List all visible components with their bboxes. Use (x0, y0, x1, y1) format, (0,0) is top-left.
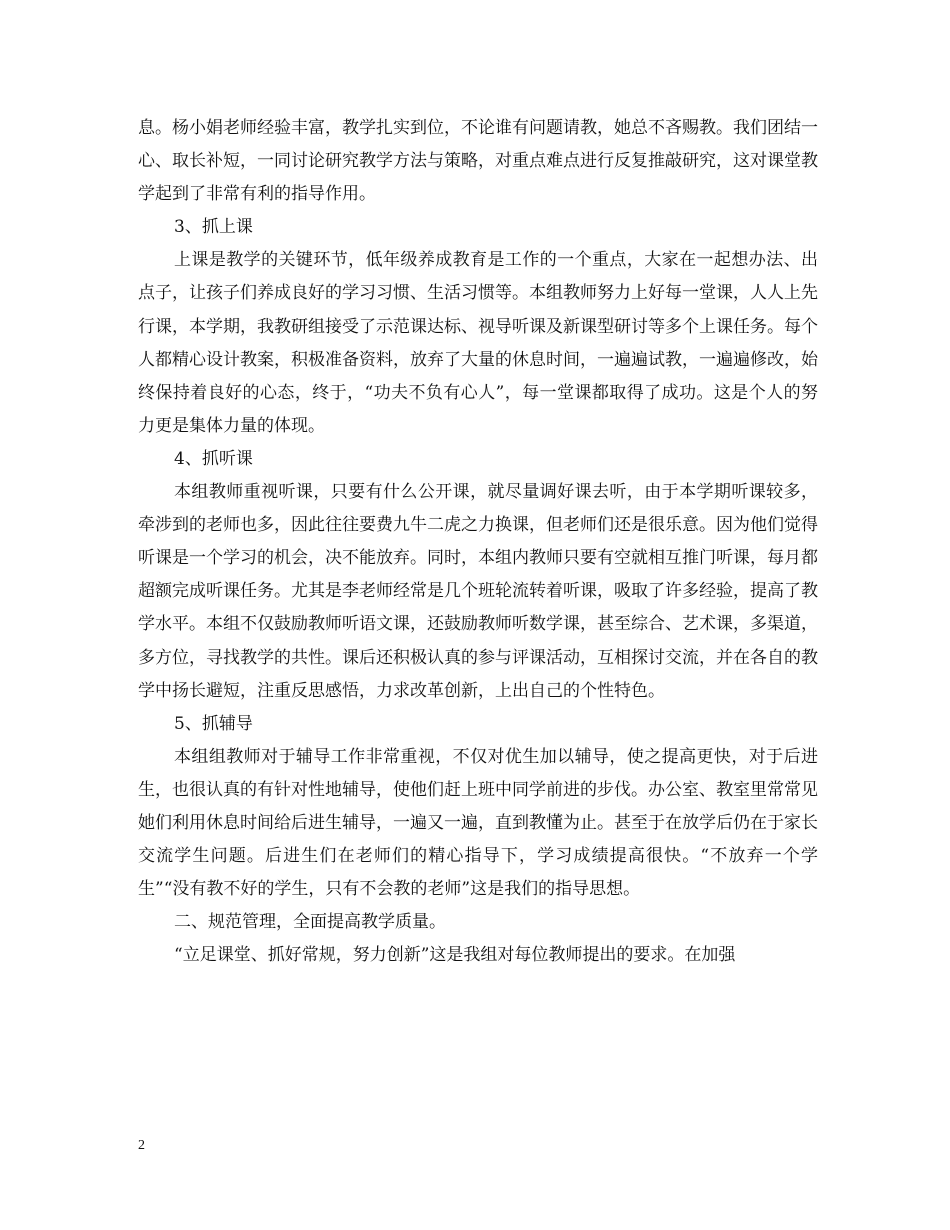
document-body (138, 112, 818, 972)
paragraph-management: “立足课堂、抓好常规，努力创新”这是我组对每位教师提出的要求。在加强 (174, 945, 736, 966)
paragraph-attend-class: 上课是教学的关键环节，低年级养成教育是工作的一个重点，大家在一起想办法、出点子，让孩子们养成良好的学习习惯、生活习惯等。本组教师努力上好每一堂课，人人上先行课，本学期，我教研组接受了示范课达标、视导听课及新课型研讨等多个上课任务。每个人都精心设计教案，积极准备资料，放弃了大量的休息时间，一遍遍试教，一遍遍修改，始终保持着良好的心态，终于，“功夫不负有心人”，每一堂课都取得了成功。这是个人的努力更是集体力量的体现。 (138, 250, 818, 436)
section-heading-observe-class: 4、抓听课 (174, 448, 253, 469)
page-number: 2 (138, 1138, 145, 1153)
section-heading-attend-class: 3、抓上课 (174, 217, 253, 238)
paragraph-tutoring: 本组组教师对于辅导工作非常重视，不仅对优生加以辅导，使之提高更快，对于后进生，也很认真的有针对性地辅导，使他们赶上班中同学前进的步伐。办公室、教室里常常见她们利用休息时间给后进生辅导，一遍又一遍，直到教懂为止。甚至于在放学后仍在于家长交流学生问题。后进生们在老师们的精心指导下，学习成绩提高很快。“不放弃一个学生”“没有教不好的学生，只有不会教的老师”这是我们的指导思想。 (138, 746, 818, 900)
paragraph-observe-class: 本组教师重视听课，只要有什么公开课，就尽量调好课去听，由于本学期听课较多，牵涉到的老师也多，因此往往要费九牛二虎之力换课，但老师们还是很乐意。因为他们觉得听课是一个学习的机会，决不能放弃。同时，本组内教师只要有空就相互推门听课，每月都超额完成听课任务。尤其是李老师经常是几个班轮流转着听课，吸取了许多经验，提高了教学水平。本组不仅鼓励教师听语文课，还鼓励教师听数学课，甚至综合、艺术课，多渠道，多方位，寻找教学的共性。课后还积极认真的参与评课活动，互相探讨交流，并在各自的教学中扬长避短，注重反思感悟，力求改革创新，上出自己的个性特色。 (138, 482, 818, 701)
paragraph-continuation: 息。杨小娟老师经验丰富，教学扎实到位，不论谁有问题请教，她总不吝赐教。我们团结一心、取长补短，一同讨论研究教学方法与策略，对重点难点进行反复推敲研究，这对课堂教学起到了非常有利的指导作用。 (138, 118, 818, 205)
section-heading-management: 二、规范管理，全面提高教学质量。 (174, 912, 446, 933)
section-heading-tutoring: 5、抓辅导 (174, 713, 253, 734)
